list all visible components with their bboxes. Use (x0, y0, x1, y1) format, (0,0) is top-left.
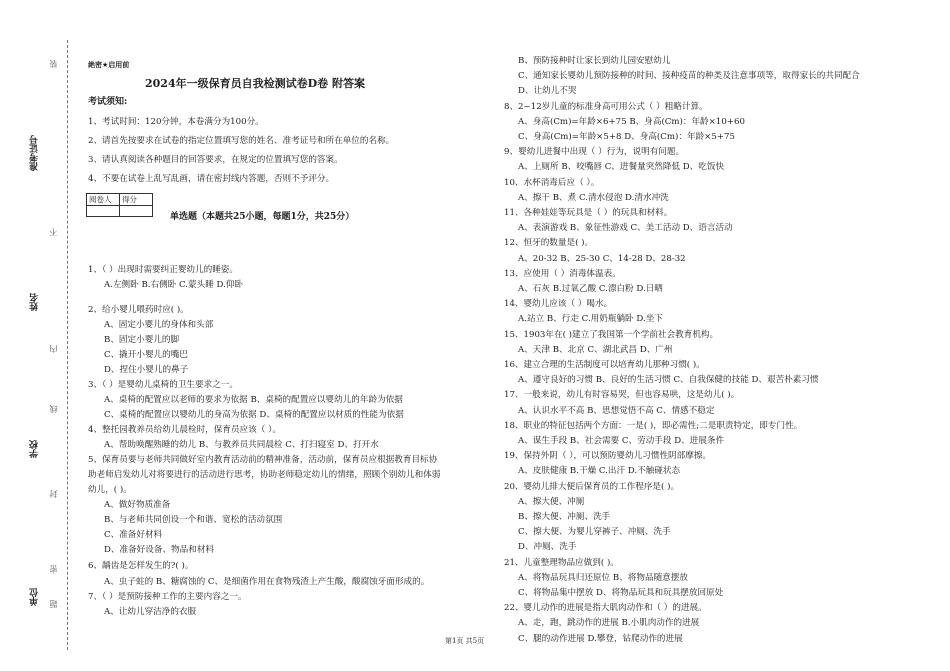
option-line: C、准备好材料 (104, 530, 163, 540)
question-line: 22、婴儿动作的进展是指大肌肉动作和（ ）的进展。 (504, 603, 707, 614)
option-line: A、上厕所 B、咬嘴唇 C、进餐量突然降低 D、吃饭快 (518, 162, 725, 173)
seal-mark: 装 (49, 60, 58, 68)
seal-mark: 不 (49, 228, 58, 236)
notice-item: 4、不要在试卷上乱写乱画，请在密封线内答题，否则不予评分。 (88, 174, 335, 184)
question-line: 10、水杯消毒后应（ ）。 (504, 177, 600, 188)
question-line: 6、龋齿是怎样发生的?( )。 (88, 561, 194, 571)
option-line: D、冲厕、洗手 (518, 542, 577, 553)
score-cell: 得分 (120, 194, 153, 206)
section-title: 单选题（本题共25小题，每题1分，共25分） (170, 212, 355, 222)
page-footer: 第1页 共5页 (445, 637, 485, 645)
question-line: 幼儿，( )。 (88, 485, 132, 495)
option-line: A、将物品玩具归还原位 B、将物品随意摆放 (518, 572, 688, 583)
score-blank[interactable] (120, 206, 153, 217)
name-label: 姓名 (30, 293, 40, 311)
option-line: D、准备好设备、物品和材料 (104, 545, 215, 555)
option-line: A、固定小婴儿的身体和头部 (104, 320, 214, 330)
secret-mark: 絶密★启用前 (88, 61, 130, 69)
option-line: D、捏住小婴儿的鼻子 (104, 365, 189, 375)
option-line: A、做好物质准备 (104, 500, 171, 510)
unit-label: 单位 (30, 588, 40, 606)
notice-item: 3、请认真阅读各种题目的回答要求，在规定的位置填写您的答案。 (88, 155, 343, 165)
question-line: 5、保育员要与老师共同做好室内教育活动前的精神准备，活动前，保育员应根据教育目标协 (88, 455, 438, 465)
notice-item: 1、考试时间：120分钟，本卷满分为100分。 (88, 117, 264, 127)
question-line: 13、应使用（ ）消毒体温表。 (504, 268, 621, 279)
page-title: 2024年一级保育员自我检测试卷D卷 附答案 (145, 77, 365, 90)
question-line: 助老师启发幼儿对将要进行的活动进行思考，协助老师稳定幼儿的情绪，照顾个别幼儿和体弱 (88, 470, 441, 480)
seal-mark: 封 (49, 490, 58, 498)
option-line: C、擦大便、为婴儿穿裤子、冲厕、洗手 (518, 527, 671, 538)
option-line: A、桌椅的配置应以老师的要求为依据 B、桌椅的配置应以婴幼儿的年龄为依据 (104, 395, 403, 405)
seal-line (67, 40, 68, 650)
score-table (86, 193, 153, 217)
option-line: D、让幼儿不哭 (518, 86, 577, 97)
seal-mark: 内 (49, 345, 58, 353)
seal-mark: 密 (49, 565, 58, 573)
seal-mark: 题 (49, 600, 58, 608)
option-line: A、天津 B、北京 C、湖北武昌 D、广州 (518, 344, 673, 355)
option-line: A、谋生手段 B、社会需要 C、劳动手段 D、进展条件 (518, 436, 725, 446)
question-line: 14、婴幼儿应该（ ）喝水。 (504, 299, 613, 310)
option-line: B、预防接种时让家长到幼儿园安慰幼儿 (518, 56, 671, 66)
option-line: B、固定小婴儿的脚 (104, 335, 180, 345)
option-line: A、表演游戏 B、象征性游戏 C、美工活动 D、语言活动 (518, 223, 733, 234)
grader-blank[interactable] (87, 206, 120, 217)
question-line: 21、儿童整理物品应做到( )。 (504, 557, 619, 568)
question-line: 15、1903年在( )建立了我国第一个学前社会教育机构。 (504, 329, 719, 340)
question-line: 18、职业的特征包括两个方面：一是( )，即必需性;二是职责特定，即专门性。 (504, 420, 803, 431)
seal-mark: 线 (49, 405, 58, 413)
option-line: C、腿的动作进展 D.攀登，钻爬动作的进展 (518, 633, 683, 644)
option-line: A、帮助唤醒熟睡的幼儿 B、与教养员共同晨检 C、打扫寝室 D、打开水 (104, 440, 379, 450)
option-line: C、通知家长婴幼儿预防接种的时间、接种疫苗的种类及注意事项等，取得家长的共同配合 (518, 71, 860, 82)
question-line: 1、（ ）出现时需要纠正婴幼儿的睡姿。 (88, 265, 238, 275)
option-line: C、桌椅的配置应以婴幼儿的身高为依据 D、桌椅的配置应以材质的性能为依据 (104, 410, 404, 420)
question-line: 12、恒牙的数量是( )。 (504, 238, 594, 249)
option-line: A、擦大便、冲厕 (518, 496, 585, 507)
option-line: B、擦大便、冲厕、洗手 (518, 512, 611, 522)
admission-number-label: 准考证号 (30, 135, 40, 171)
question-line: 19、保持外阴（ ），可以预防婴幼儿习惯性阴部摩擦。 (504, 451, 712, 462)
notice-item: 2、请首先按要求在试卷的指定位置填写您的姓名、准考证号和所在单位的名称。 (88, 136, 395, 146)
question-line: 11、各种娃娃等玩具是（ ）的玩具和材料。 (504, 208, 673, 218)
option-line: C、撬开小婴儿的嘴巴 (104, 350, 188, 360)
option-line: C、将物品集中摆放 D、将物品玩具和玩具摆放回原处 (518, 588, 724, 598)
option-line: A.站立 B、行走 C.用奶瓶躺卧 D.坐下 (518, 314, 663, 325)
option-line: A、20-32 B、25-30 C、14-28 D、28-32 (518, 253, 686, 264)
question-line: 7、（ ）是预防接种工作的主要内容之一。 (88, 592, 247, 602)
option-line: A、身高(Cm)=年龄×6+75 B、身高(Cm)：年龄×10+60 (518, 116, 745, 127)
option-line: A、虫子蛀的 B、糖腐蚀的 C、是细菌作用在食物残渣上产生酸，酸腐蚀牙面形成的。 (104, 577, 430, 587)
question-line: 20、婴幼儿排大便后保育员的工作程序是( )。 (504, 481, 680, 492)
option-line: A.左侧卧 B.右侧卧 C.蒙头睡 D.仰卧 (104, 280, 244, 290)
grader-cell: 阅卷人 (87, 194, 120, 206)
question-line: 3、（ ）是婴幼儿桌椅的卫生要求之一。 (88, 380, 238, 390)
question-line: 16、建立合理的生活制度可以培育幼儿那种习惯( )。 (504, 360, 705, 370)
school-label: 学校 (30, 440, 40, 458)
option-line: C、身高(Cm)=年龄×5+8 D、身高(Cm)：年龄×5+75 (518, 132, 735, 142)
option-line: A、走，跑，跳动作的进展 B.小肌肉动作的进展 (518, 618, 700, 629)
option-line: A、石灰 B.过氧乙酸 C.漂白粉 D.日晒 (518, 284, 663, 294)
option-line: B、与老师共同创设一个和谐、宽松的活动氛围 (104, 515, 283, 525)
notice-heading: 考试须知: (88, 97, 128, 107)
option-line: A、擦干 B、煮 C.清水侵泡 D.清水冲洗 (518, 192, 669, 203)
question-line: 17、一般来说，幼儿有时容易哭，但也容易哄，这是幼儿( )。 (504, 390, 740, 401)
question-line: 4、整托园教养员给幼儿晨检时，保育员应该（ ）。 (88, 425, 281, 435)
option-line: A、让幼儿穿洁净的衣服 (104, 607, 197, 617)
binding-margin (18, 0, 68, 671)
option-line: A、遵守良好的习惯 B、良好的生活习惯 C、自我保健的技能 D、艰苦朴素习惯 (518, 375, 819, 386)
option-line: A、皮肤健康 B.干燥 C.出汗 D.不触碰状态 (518, 466, 681, 477)
question-line: 9、婴幼儿进餐中出现（ ）行为，说明有问题。 (504, 147, 685, 158)
question-line: 8、2~12岁儿童的标准身高可用公式（ ）粗略计算。 (504, 101, 708, 112)
question-line: 2、给小婴儿喂药时应( )。 (88, 305, 189, 315)
option-line: A、认识水平不高 B、思想觉悟不高 C、情感不稳定 (518, 405, 715, 416)
